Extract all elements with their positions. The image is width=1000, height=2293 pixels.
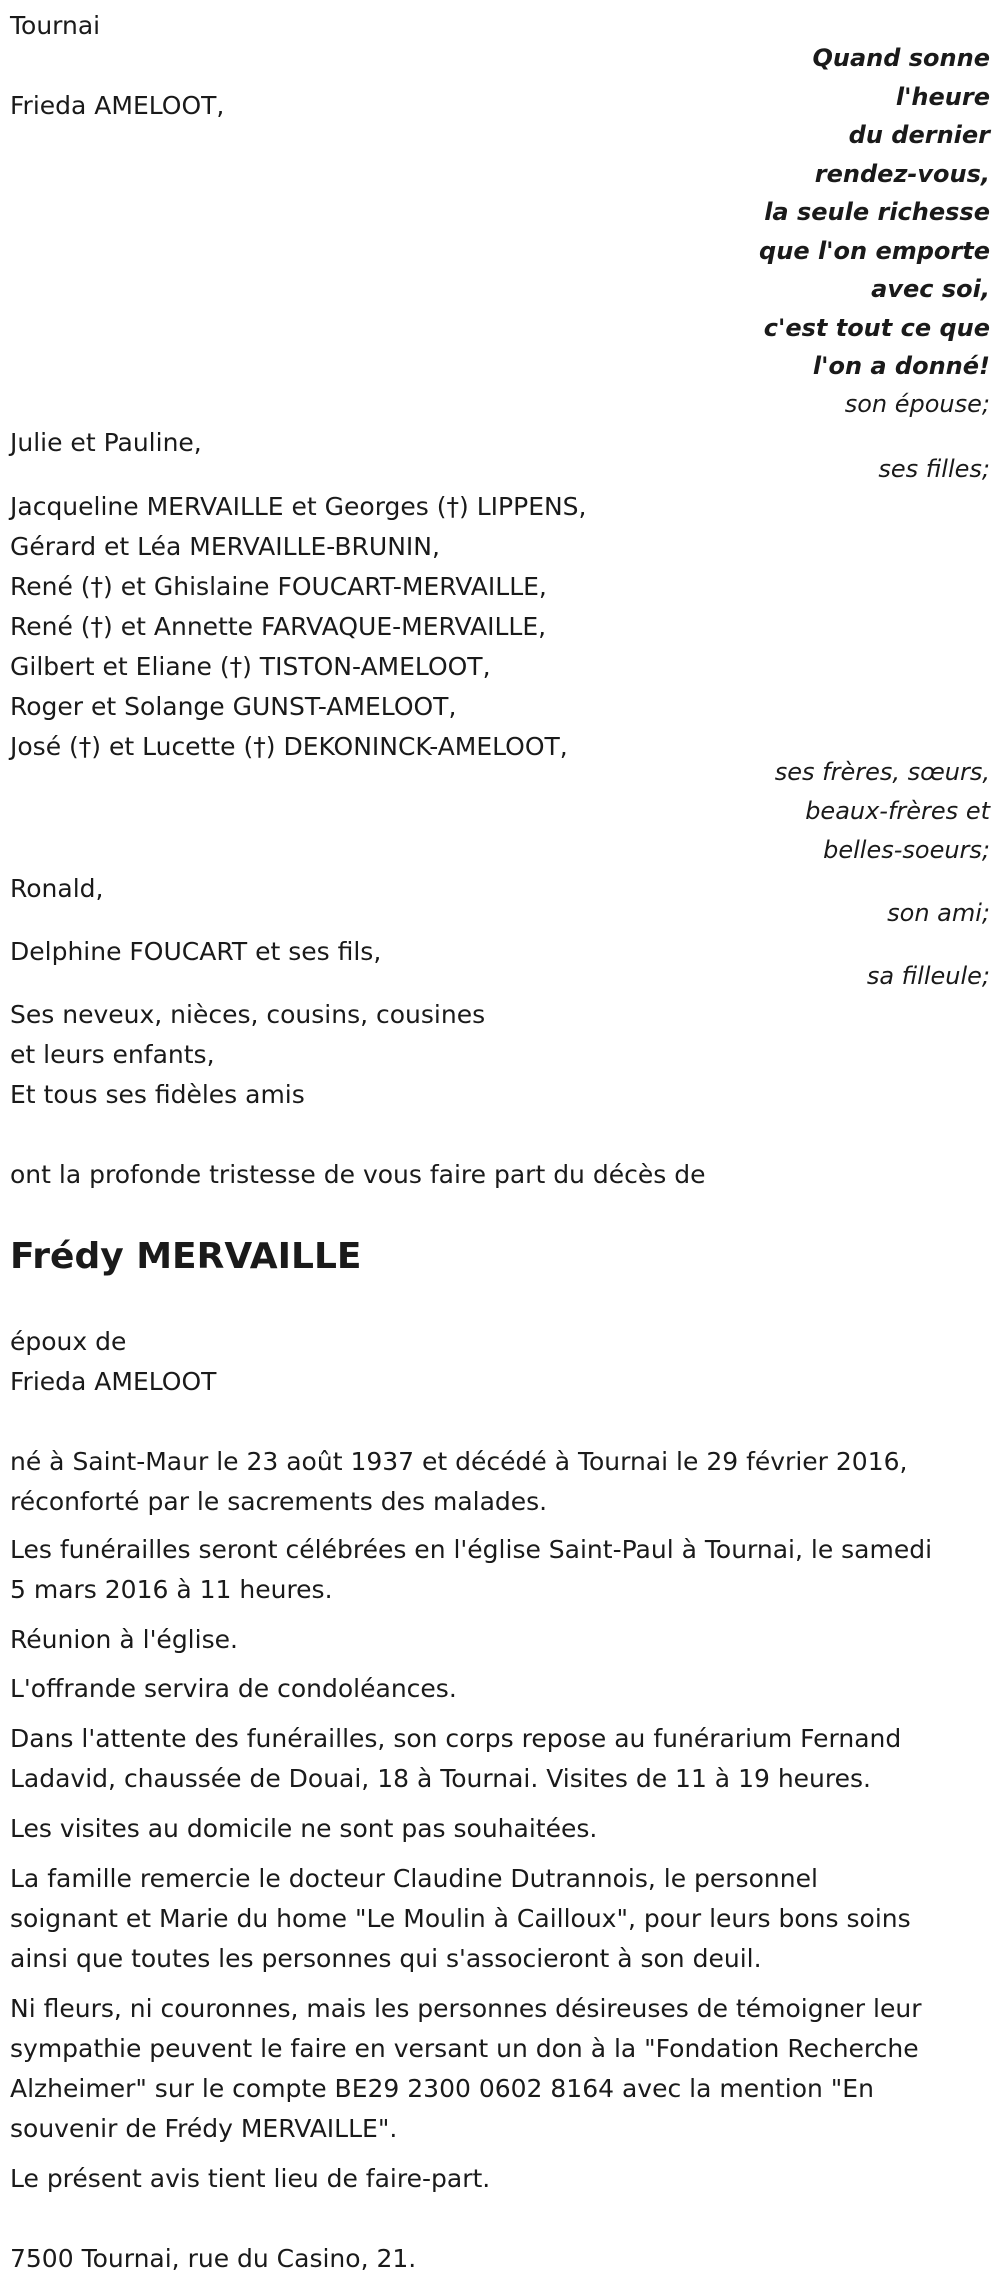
paragraph-line: Les funérailles seront célébrées en l'église Saint-Paul à Tournai, le samedi — [10, 1535, 933, 1564]
paragraph-line: Le présent avis tient lieu de faire-part. — [10, 2164, 491, 2193]
paragraph-line: L'offrande servira de condoléances. — [10, 1674, 457, 1703]
poem-line: l'heure — [895, 83, 990, 111]
paragraph-line: Dans l'attente des funérailles, son corps repose au funérarium Fernand — [10, 1724, 902, 1753]
paragraph-line: sympathie peuvent le faire en versant un don à la "Fondation Recherche — [10, 2034, 919, 2063]
notice-paragraph — [10, 2159, 995, 2199]
meeting-paragraph — [10, 1620, 995, 1660]
visits-paragraph — [10, 1809, 995, 1849]
role-filleule: sa filleule; — [866, 962, 990, 990]
role-freres-1: ses frères, sœurs, — [774, 758, 990, 786]
city-heading: Tournai — [10, 11, 101, 40]
paragraph-line: Les visites au domicile ne sont pas souhaitées. — [10, 1814, 598, 1843]
funeral-paragraph — [10, 1530, 995, 1610]
sibling-line: Jacqueline MERVAILLE et Georges (†) LIPPENS, — [10, 492, 587, 521]
role-filles: ses filles; — [878, 455, 990, 483]
role-freres-2: beaux-frères et — [805, 797, 990, 825]
paragraph-line: Réunion à l'église. — [10, 1625, 238, 1654]
sibling-line: René (†) et Annette FARVAQUE-MERVAILLE, — [10, 612, 547, 641]
paragraph-line: souvenir de Frédy MERVAILLE". — [10, 2114, 398, 2143]
paragraph-line: Alzheimer" sur le compte BE29 2300 0602 8164 avec la mention "En — [10, 2074, 874, 2103]
spouse-name: Frieda AMELOOT — [10, 1367, 217, 1396]
offering-paragraph — [10, 1669, 995, 1709]
donation-paragraph — [10, 1989, 995, 2149]
sibling-line: Roger et Solange GUNST-AMELOOT, — [10, 692, 457, 721]
poem-line: que l'on emporte — [759, 237, 990, 265]
rest-paragraph — [10, 1719, 995, 1799]
address: 7500 Tournai, rue du Casino, 21. — [10, 2244, 417, 2273]
paragraph-line: Ni fleurs, ni couronnes, mais les personnes désireuses de témoigner leur — [10, 1994, 922, 2023]
sibling-line: Gilbert et Eliane (†) TISTON-AMELOOT, — [10, 652, 491, 681]
paragraph-line: 5 mars 2016 à 11 heures. — [10, 1575, 333, 1604]
deceased-name: Frédy MERVAILLE — [10, 1236, 362, 1277]
goddaughter-name: Delphine FOUCART et ses fils, — [10, 937, 382, 966]
friend-name: Ronald, — [10, 874, 104, 903]
poem-line: la seule richesse — [764, 198, 990, 226]
paragraph-line: ainsi que toutes les personnes qui s'associeront à son deuil. — [10, 1944, 762, 1973]
others-line: Et tous ses fidèles amis — [10, 1080, 305, 1109]
widow-name: Frieda AMELOOT, — [10, 91, 225, 120]
paragraph-line: réconforté par le sacrements des malades. — [10, 1487, 548, 1516]
sibling-line: José (†) et Lucette (†) DEKONINCK-AMELOOT, — [10, 732, 568, 761]
role-freres-3: belles-soeurs; — [823, 836, 990, 864]
others-line: Ses neveux, nièces, cousins, cousines — [10, 1000, 486, 1029]
sibling-line: Gérard et Léa MERVAILLE-BRUNIN, — [10, 532, 440, 561]
poem-line: Quand sonne — [812, 44, 990, 72]
daughters: Julie et Pauline, — [10, 428, 202, 457]
paragraph-line: soignant et Marie du home "Le Moulin à Cailloux", pour leurs bons soins — [10, 1904, 911, 1933]
paragraph-line: La famille remercie le docteur Claudine Dutrannois, le personnel — [10, 1864, 818, 1893]
role-ami: son ami; — [887, 899, 990, 927]
poem-line: c'est tout ce que — [763, 314, 990, 342]
role-epouse: son épouse; — [844, 390, 990, 418]
paragraph-line: né à Saint-Maur le 23 août 1937 et décédé à Tournai le 29 février 2016, — [10, 1447, 908, 1476]
thanks-paragraph — [10, 1859, 995, 1979]
others-line: et leurs enfants, — [10, 1040, 215, 1069]
birth-paragraph — [10, 1442, 995, 1522]
announcement-text: ont la profonde tristesse de vous faire part du décès de — [10, 1160, 706, 1189]
sibling-line: René (†) et Ghislaine FOUCART-MERVAILLE, — [10, 572, 547, 601]
paragraph-line: Ladavid, chaussée de Douai, 18 à Tournai. Visites de 11 à 19 heures. — [10, 1764, 871, 1793]
poem-line: du dernier — [848, 121, 990, 149]
poem-line: rendez-vous, — [814, 160, 990, 188]
spouse-label: époux de — [10, 1327, 127, 1356]
poem-line: l'on a donné! — [812, 352, 990, 380]
poem-line: avec soi, — [871, 275, 990, 303]
